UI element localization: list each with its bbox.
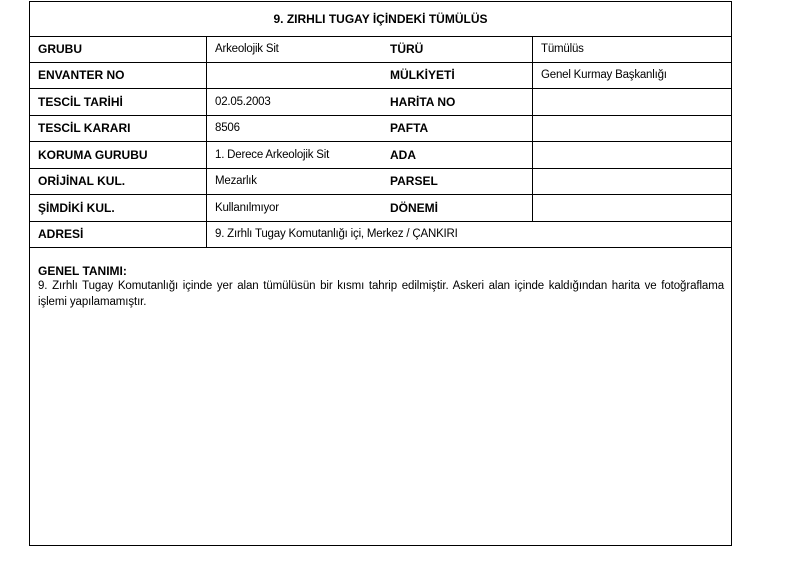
label-simdiki-kul: ŞİMDİKİ KUL. xyxy=(38,200,115,215)
value-tescil-karari: 8506 xyxy=(206,116,382,142)
label-parsel: PARSEL xyxy=(390,174,438,189)
label-koruma-gurubu: KORUMA GURUBU xyxy=(38,147,148,162)
value-harita-no xyxy=(532,89,731,115)
label-pafta: PAFTA xyxy=(390,121,429,136)
info-table xyxy=(30,36,731,248)
value-orijinal-kul: Mezarlık xyxy=(206,169,382,195)
table-row-tescil-tarihi xyxy=(30,89,731,116)
table-row-grubu xyxy=(30,36,731,63)
sheet-title: 9. ZIRHLI TUGAY İÇİNDEKİ TÜMÜLÜS xyxy=(30,2,731,37)
label-donemi: DÖNEMİ xyxy=(390,200,438,215)
value-grubu: Arkeolojik Sit xyxy=(206,36,382,62)
description-heading: GENEL TANIMI: xyxy=(38,264,127,278)
value-ada xyxy=(532,142,731,168)
value-pafta xyxy=(532,116,731,142)
value-parsel xyxy=(532,169,731,195)
label-turu: TÜRÜ xyxy=(390,41,424,56)
table-row-adres xyxy=(30,222,731,249)
label-harita-no: HARİTA NO xyxy=(390,94,456,109)
label-mulkiyeti: MÜLKİYETİ xyxy=(390,68,455,83)
description-section xyxy=(38,264,724,310)
label-grubu: GRUBU xyxy=(38,41,82,56)
value-turu: Tümülüs xyxy=(532,36,731,62)
value-donemi xyxy=(532,195,731,221)
label-orijinal-kul: ORİJİNAL KUL. xyxy=(38,174,126,189)
value-tescil-tarihi: 02.05.2003 xyxy=(206,89,382,115)
value-adresi: 9. Zırhlı Tugay Komutanlığı içi, Merkez / ÇANKIRI xyxy=(206,222,731,248)
inventory-sheet xyxy=(29,1,732,546)
table-row-orijinal xyxy=(30,169,731,196)
label-tescil-karari: TESCİL KARARI xyxy=(38,121,131,136)
description-text: 9. Zırhlı Tugay Komutanlığı içinde yer alan tümülüsün bir kısmı tahrip edilmiştir. Askeri alan içinde kaldığından harita ve fotoğraflama işlemi yapılamamıştır. xyxy=(38,280,724,308)
table-row-koruma xyxy=(30,142,731,169)
value-envanter-no xyxy=(206,63,382,89)
value-simdiki-kul: Kullanılmıyor xyxy=(206,195,382,221)
table-row-simdiki xyxy=(30,195,731,222)
table-row-tescil-karari xyxy=(30,116,731,143)
label-adresi: ADRESİ xyxy=(38,227,84,242)
table-row-envanter xyxy=(30,63,731,90)
label-ada: ADA xyxy=(390,147,416,162)
label-envanter-no: ENVANTER NO xyxy=(38,68,125,83)
value-koruma-gurubu: 1. Derece Arkeolojik Sit xyxy=(206,142,382,168)
value-mulkiyeti: Genel Kurmay Başkanlığı xyxy=(532,63,731,89)
label-tescil-tarihi: TESCİL TARİHİ xyxy=(38,94,123,109)
